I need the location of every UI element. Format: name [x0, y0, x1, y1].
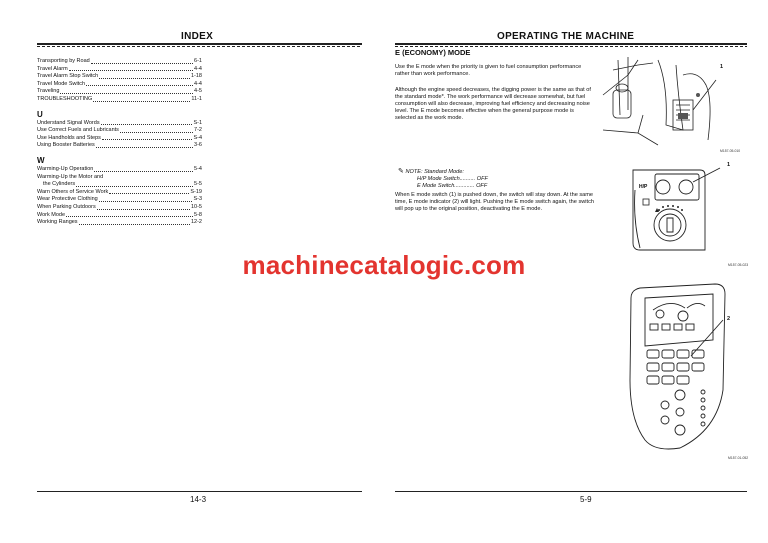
- index-leader-dots: [99, 73, 190, 79]
- index-entry: [37, 96, 202, 104]
- index-entry: [37, 204, 202, 212]
- index-letter-u: U: [37, 109, 43, 119]
- index-entry-title: Warming-Up the Motor and: [37, 173, 104, 180]
- note-line-3: E Mode Switch............. OFF: [417, 183, 488, 190]
- left-page-header: INDEX: [181, 31, 214, 42]
- index-entry-title: Understand Signal Words: [37, 119, 100, 126]
- index-entry-title: Warming-Up Operation: [37, 165, 94, 172]
- index-leader-dots: [76, 181, 193, 187]
- index-group-t: [37, 58, 202, 104]
- index-entry: [37, 181, 202, 189]
- index-entry: [37, 73, 202, 81]
- index-entry: [37, 196, 202, 204]
- index-entry-title: Traveling: [37, 88, 60, 95]
- index-entry-title: the Cylinders: [43, 181, 76, 188]
- index-leader-dots: [79, 219, 190, 225]
- figure-cab-controls: [598, 55, 738, 150]
- paragraph-3: When E mode switch (1) is pushed down, the switch will stay down. At the same time, E mode indicator (2) will light. Pushing the E mode switch again, the switch will pop up to the original position, deactivating the E mode.: [395, 192, 594, 213]
- note-pencil-icon: ✎: [398, 168, 404, 175]
- index-entry-title: Wear Protective Clothing: [37, 196, 98, 203]
- index-letter-w: W: [37, 155, 45, 165]
- paragraph-1: Use the E mode when the priority is given to fuel consumption performance rather than work performance.: [395, 64, 582, 78]
- index-entry-page: 4-5: [194, 88, 202, 95]
- left-header-rule-dashed: [37, 46, 362, 47]
- index-leader-dots: [99, 196, 193, 202]
- index-entry-title: Travel Mode Switch: [37, 80, 86, 87]
- index-leader-dots: [97, 204, 190, 210]
- index-leader-dots: [86, 81, 193, 87]
- note-block: [398, 168, 588, 190]
- index-entry-title: Working Ranges: [37, 219, 78, 226]
- index-leader-dots: [93, 96, 190, 102]
- index-entry-title: Travel Alarm Stop Switch: [37, 73, 99, 80]
- figure-1-code: M157-05-010: [720, 149, 741, 153]
- paragraph-2: Although the engine speed decreases, the digging power is the same as that of the standard mode*. The work performance will decrease somewhat, but fuel consumption will also decrease, improving fuel efficiency and decreasing noise level. The E mode becomes effective when the general purpose mode is selected as the work mode.: [395, 87, 591, 122]
- left-footer-rule: [37, 491, 362, 492]
- section-title: E (ECONOMY) MODE: [395, 48, 471, 57]
- index-leader-dots: [109, 189, 189, 195]
- index-entry: [37, 189, 202, 197]
- index-group-u: [37, 120, 202, 150]
- index-entry-page: 5-8: [194, 211, 202, 218]
- left-page-number: 14-3: [190, 495, 207, 504]
- index-entry-page: S-19: [190, 188, 202, 195]
- right-footer-rule: [395, 491, 747, 492]
- right-page-number: 5-9: [580, 495, 592, 504]
- note-line-1: Standard Mode:: [424, 169, 464, 175]
- index-leader-dots: [102, 135, 193, 141]
- index-entry-title: Transporting by Road: [37, 58, 90, 64]
- index-leader-dots: [60, 88, 193, 94]
- index-entry-title: Use Correct Fuels and Lubricants: [37, 127, 119, 134]
- index-leader-dots: [101, 120, 193, 126]
- index-entry-page: 5-5: [194, 181, 202, 188]
- index-entry: [37, 127, 202, 135]
- index-entry-page: 6-1: [194, 58, 202, 64]
- figure-2-callout: 1: [727, 162, 731, 168]
- watermark: machinecatalogic.com: [242, 250, 526, 280]
- index-entry-title: Work Mode: [37, 211, 66, 218]
- index-entry-title: When Parking Outdoors: [37, 203, 96, 210]
- index-entry: [37, 88, 202, 96]
- index-entry-page: S-3: [193, 196, 202, 203]
- index-entry-page: 1-18: [190, 73, 202, 80]
- index-entry-title: Use Handholds and Steps: [37, 134, 101, 141]
- right-header-rule-dashed: [395, 46, 747, 47]
- index-leader-dots: [96, 142, 193, 148]
- figure-3-code: M157-01-052: [728, 456, 749, 460]
- index-entry-page: 10-5: [190, 203, 202, 210]
- index-leader-dots: [66, 212, 193, 218]
- index-leader-dots: [69, 66, 193, 72]
- figure-monitor-panel: [625, 280, 735, 455]
- figure-2-code: M157-05-023: [728, 263, 749, 267]
- index-entry: [37, 120, 202, 128]
- index-entry-page: 4-4: [194, 80, 202, 87]
- index-leader-dots: [91, 58, 193, 64]
- index-entry-page: 5-4: [194, 165, 202, 172]
- index-entry: [37, 81, 202, 89]
- index-list: [37, 58, 202, 227]
- index-entry: [37, 142, 202, 150]
- figure-3-callout: 2: [727, 316, 731, 322]
- index-entry-page: 12-2: [190, 219, 202, 226]
- index-leader-dots: [120, 127, 193, 133]
- index-entry: [37, 58, 202, 66]
- note-line-2: H/P Mode Switch.......... OFF: [417, 176, 488, 183]
- index-entry: [37, 212, 202, 220]
- figure-1-callout: 1: [720, 64, 724, 70]
- index-entry-page: S-4: [193, 134, 202, 141]
- index-entry-page: S-1: [193, 119, 202, 126]
- right-page-header: OPERATING THE MACHINE: [497, 31, 635, 42]
- index-entry-page: 3-6: [194, 142, 202, 149]
- figure-mode-switch-panel: [625, 160, 725, 260]
- index-entry-title: Warn Others of Service Work: [37, 188, 109, 195]
- hp-switch-label: H/P: [639, 184, 648, 190]
- index-entry: [37, 174, 202, 182]
- index-entry-title: TROUBLESHOOTING: [37, 95, 93, 102]
- index-entry-title: Using Booster Batteries: [37, 142, 95, 149]
- index-entry: [37, 219, 202, 227]
- left-header-rule: [37, 43, 362, 45]
- index-entry-page: 11-1: [191, 95, 202, 102]
- index-entry: [37, 135, 202, 143]
- right-header-rule: [395, 43, 747, 45]
- index-group-w: [37, 166, 202, 227]
- note-label: NOTE:: [405, 169, 423, 175]
- index-leader-dots: [94, 166, 193, 172]
- index-entry-page: 7-2: [194, 127, 202, 134]
- index-entry-title: Travel Alarm: [37, 65, 68, 72]
- index-entry-page: 4-4: [194, 65, 202, 72]
- index-entry: [37, 66, 202, 74]
- index-entry: [37, 166, 202, 174]
